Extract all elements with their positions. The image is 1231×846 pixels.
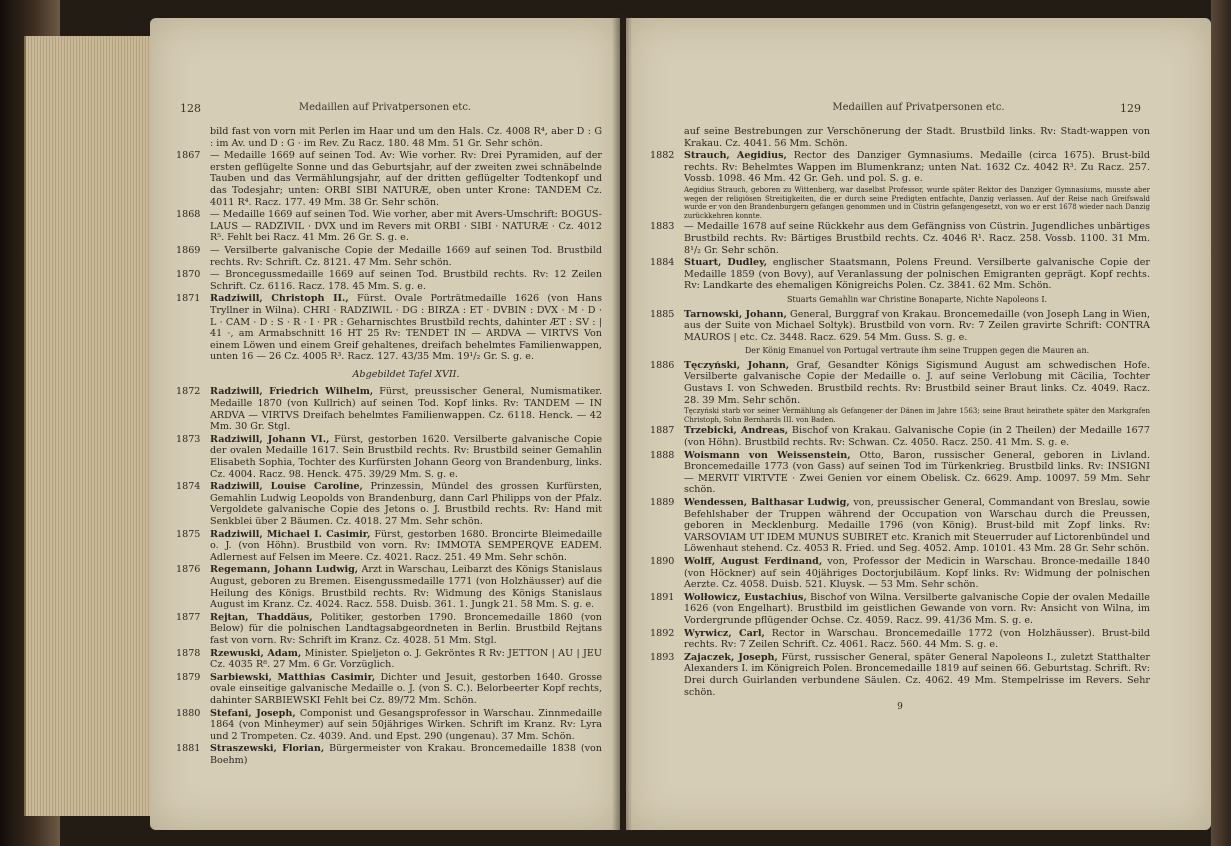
entry-name: Strauch, Aegidius,: [684, 150, 787, 162]
catalog-entry: [176, 150, 602, 208]
entry-name: Radziwill, Friedrich Wilhelm,: [210, 386, 374, 398]
catalog-entry: [650, 628, 1150, 651]
left-page-header: [150, 102, 620, 118]
entry-number: 1867: [176, 150, 201, 162]
right-page-body: [650, 126, 1150, 714]
entry-description: General, Burggraf von Krakau. Broncemedaille (von Joseph Lang in Wien, aus der Suite von Michael Soltyk). Brustbild von vorn. Rv: 7 Zeilen gravirte Schrift: CONTRA MAUROS | etc. Cz. 3448. Racz. 629. 54 Mm. Guss. S. g. e.: [684, 308, 1150, 343]
entry-number: 1892: [650, 627, 675, 639]
entry-number: 1888: [650, 449, 675, 461]
entry-name: Tarnowski, Johann,: [684, 308, 787, 320]
catalog-entry: [176, 386, 602, 432]
entry-name: Regemann, Johann Ludwig,: [210, 564, 359, 576]
catalog-entry: [650, 497, 1150, 555]
entry-description: Arzt in Warschau, Leibarzt des Königs Stanislaus August, geboren zu Bremen. Eisengussmedaille 1771 (von Holzhäusser) auf die Heilung des Königs. Brustbild rechts. Rv: Widmung des Königs Stanislaus August im Kranz. Cz. 4024. Racz. 558. Duisb. 361. 1. Jungk 21. 58 Mm. S. g. e.: [210, 564, 602, 611]
catalog-entry: [176, 293, 602, 363]
catalog-entry: [650, 592, 1150, 627]
entry-number: 1885: [650, 308, 675, 320]
entry-description: Bischof von Krakau. Galvanische Copie (in 2 Theilen) der Medaille 1677 (von Höhn). Brustbild rechts. Rv: Schwan. Cz. 4050. Racz. 250. 41 Mm. S. g. e.: [684, 425, 1150, 449]
entry-name: Sarbiewski, Matthias Casimir,: [210, 671, 376, 683]
entry-number: 1873: [176, 433, 201, 445]
entry-description: — Medaille 1669 auf seinen Tod. Wie vorher, aber mit Avers-Umschrift: BOGUS-LAUS — RADZIVIL · DVX und im Revers mit ORBI · SIBI · NATURÆ · Cz. 4012 R⁵. Fehlt bei Racz. 41 Mm. 26 Gr. S. g. e.: [210, 209, 602, 244]
catalog-entry: [650, 257, 1150, 292]
footnote: Stuarts Gemahlin war Christine Bonaparte, Nichte Napoleons I.: [786, 294, 1048, 304]
entry-description: englischer Staatsmann, Polens Freund. Versilberte galvanische Copie der Medaille 1859 (von Bovy), auf Veranlassung der polnischen Emigranten geprägt. Kopf rechts. Rv: Landkarte des ehemaligen Königreichs Polen. Cz. 3841. 62 Mm. Schön.: [684, 257, 1151, 292]
entry-name: Woismann von Weissenstein,: [684, 449, 851, 461]
entry-description: Prinzessin, Mündel des grossen Kurfürsten, Gemahlin Ludwig Leopolds von Brandenburg, dann Carl Philipps von der Pfalz. Vergoldete galvanische Copie des Jetons o. J. Brustbild rechts. Rv: Hand mit Senkblei über 2 Bäumen. Cz. 4018. 27 Mm. Sehr schön.: [210, 481, 602, 527]
entry-description: Minister. Spieljeton o. J. Gekröntes R Rv: JETTON | AU | JEU Cz. 4035 R⁸. 27 Mm. 6 Gr. Vorzüglich.: [210, 647, 602, 671]
entry-name: Stuart, Dudley,: [684, 257, 768, 269]
entry-description: Fürst, gestorben 1620. Versilberte galvanische Copie der ovalen Medaille 1617. Sein Brustbild rechts. Rv: Brustbild seiner Gemahlin Elisabeth Sophia, Tochter des Kurfürsten Johann Georg von Brandenburg, links. Cz. 4004. Racz. 98. Henck. 475. 39/29 Mm. S. g. e.: [210, 433, 603, 480]
entry-description: Bischof von Wilna. Versilberte galvanische Copie der ovalen Medaille 1626 (von Engelhart). Brustbild im geistlichen Gewande von vorn. Rv: Ansicht von Wilna, im Vordergrunde pflügender Ochse. Cz. 4059. Racz. 99. 41/36 Mm. S. g. e.: [684, 591, 1150, 626]
entry-description: Fürst. Ovale Porträtmedaille 1626 (von Hans Tryllner in Wilna). CHRI · RADZIWIL · DG : BIRZA : ET · DVBIN : DVX · M · D · L · CAM · D : S · R · I · PR : Geharnischtes Brustbild rechts, dahinter ÆT : SV : | 41 ·, am Armabschnitt 16 HT 25 Rv: TENDET IN — ARDVA — VIRTVS Von einem Löwen und einem Greif gehaltenes, dreifach behelmtes Familienwappen, unten 16 — 26 Cz. 4005 R³. Racz. 127. 43/35 Mm. 19¹/₂ Gr. S. g. e.: [210, 293, 602, 363]
catalog-entry: [650, 652, 1150, 698]
entry-number: 1877: [176, 611, 201, 623]
signature-mark: 9: [897, 702, 903, 713]
entry-description: Otto, Baron, russischer General, geboren in Livland. Broncemedaille 1773 (von Gass) auf seinen Tod im Türkenkrieg. Brustbild links. Rv: INSIGNI — MERVIT VIRTVTE · Zwei Genien vor einem Obelisk. Cz. 6629. Amp. 10097. 59 Mm. Sehr schön.: [684, 449, 1150, 496]
entry-description: — Versilberte galvanische Copie der Medaille 1669 auf seinen Tod. Brustbild rechts. Rv: Schrift. Cz. 8121. 47 Mm. Sehr schön.: [210, 244, 602, 268]
entry-number: 1886: [650, 359, 675, 371]
entry-name: Straszewski, Florian,: [210, 743, 325, 755]
entry-number: 1891: [650, 591, 675, 603]
catalog-entry: [176, 612, 602, 647]
catalog-entry: [176, 708, 602, 743]
book-cover-right: [1211, 0, 1231, 846]
right-page-number: 129: [1120, 102, 1141, 115]
entry-name: Rejtan, Thaddäus,: [210, 611, 313, 623]
entry-name: Radziwill, Johann VI.,: [210, 433, 330, 445]
right-page: [626, 18, 1211, 830]
catalog-entry: [176, 126, 602, 149]
catalog-entry: [176, 648, 602, 671]
entry-number: 1872: [176, 386, 201, 398]
entry-description: Fürst, russischer General, später General Napoleons I., zuletzt Statthalter Alexanders I. im Königreich Polen. Broncemedaille 1819 auf seinen 66. Geburtstag. Schrift. Rv: Drei durch Guirlanden verbundene Säulen. Cz. 4062. 49 Mm. Stempelrisse im Revers. Sehr schön.: [684, 651, 1150, 698]
entry-description: Graf, Gesandter Königs Sigismund August am schwedischen Hofe. Versilberte galvanische Copie der Medaille o. J. auf seine Verlobung mit Cäcilia, Tochter Gustavs I. von Schweden. Brustbild rechts. Rv: Brustbild seiner Braut links. Cz. 4049. Racz. 28. 39 Mm. Sehr schön.: [684, 359, 1150, 406]
entry-number: 1870: [176, 269, 201, 281]
catalog-entry: [650, 360, 1150, 425]
entry-name: Radziwill, Michael I. Casimir,: [210, 528, 371, 540]
catalog-entry: [176, 743, 602, 766]
entry-description: Fürst, preussischer General, Numismatiker. Medaille 1870 (von Kullrich) auf seinen Tod. Kopf links. Rv: TANDEM — IN ARDVA — VIRTVS Dreifach behelmtes Familienwappen. Cz. 6118. Henck. — 42 Mm. 30 Gr. Stgl.: [210, 386, 602, 433]
entry-number: 1883: [650, 221, 675, 233]
entry-name: Stefani, Joseph,: [210, 707, 296, 719]
entry-number: 1889: [650, 497, 675, 508]
left-page-body: [176, 126, 602, 767]
entry-name: Trzebicki, Andreas,: [684, 425, 789, 437]
catalog-entry: [650, 150, 1150, 220]
entry-name: Radziwill, Louise Caroline,: [210, 481, 363, 493]
entry-number: 1887: [650, 425, 675, 437]
entry-name: Radziwill, Christoph II.,: [210, 293, 349, 305]
entry-number: 1876: [176, 564, 201, 576]
entry-description: Componist und Gesangsprofessor in Warschau. Zinnmedaille 1864 (von Minheymer) auf sein 50jähriges Wirken. Schrift im Kranz. Rv: Lyra und 2 Trompeten. Cz. 4039. And. und Epst. 290 (ungenau). 37 Mm. Schön.: [210, 707, 602, 742]
entry-number: 1869: [176, 244, 201, 256]
entry-name: Wendessen, Balthasar Ludwig,: [684, 497, 850, 508]
entry-note: Tęczyński starb vor seiner Vermählung als Gefangener der Dänen im Jahre 1563; seine Braut heirathete später den Markgrafen Christoph, Sohn Bernhards III. von Baden.: [684, 407, 1150, 424]
entry-description: — Broncegussmedaille 1669 auf seinen Tod. Brustbild rechts. Rv: 12 Zeilen Schrift. Cz. 6116. Racz. 178. 45 Mm. S. g. e.: [210, 269, 602, 292]
catalog-entry: [176, 481, 602, 527]
entry-description: bild fast von vorn mit Perlen im Haar und um den Hals. Cz. 4008 R⁴, aber D : G : im Av. und D : G · im Rev. Zu Racz. 180. 48 Mm. 51 Gr. Sehr schön.: [210, 126, 602, 149]
entry-description: Rector in Warschau. Broncemedaille 1772 (von Holzhäusser). Brust-bild rechts. Rv: 7 Zeilen Schrift. Cz. 4061. Racz. 560. 44 Mm. S. g. e.: [684, 627, 1150, 651]
entry-description: Dichter und Jesuit, gestorben 1640. Grosse ovale einseitige galvanische Medaille o. J. (von S. C.). Belorbeerter Kopf rechts, dahinter SARBIEWSKI Fehlt bei Cz. 89/72 Mm. Schön.: [210, 671, 603, 706]
entry-name: Tęczyński, Johann,: [684, 359, 790, 371]
entry-description: von, preussischer General, Commandant von Breslau, sowie Befehlshaber der Truppen während der Occupation von Warschau durch die Preussen, geboren in Mecklenburg. Medaille 1796 (von König). Brust-bild mit Zopf links. Rv: VARSOVIAM UT IDEM MUNUS SUBIRET etc. Kranich mit Steuerruder auf Lictorenbündel und Löwenhaut stehend. Cz. 4053 R. Fried. und Seg. 4052. Amp. 10101. 43 Mm. 28 Gr. Sehr schön.: [684, 497, 1150, 555]
catalog-entry: [176, 209, 602, 244]
entry-description: Fürst, gestorben 1680. Broncirte Bleimedaille o. J. (von Höhn). Brustbild von vorn. Rv: IMMOTA SEMPERQVE EADEM. Adlernest auf Felsen im Meere. Cz. 4021. Racz. 251. 49 Mm. Sehr schön.: [210, 528, 602, 563]
entry-name: Wyrwicz, Carl,: [684, 627, 765, 639]
catalog-entry: [176, 564, 602, 610]
catalog-entry: [176, 434, 602, 480]
entry-note: Aegidius Strauch, geboren zu Wittenberg, war daselbst Professor, wurde später Rektor des Danziger Gymnasiums, musste aber wegen der religiösen Streitigkeiten, die er durch seine Predigten entfachte, Danzig verlassen. Auf der Reise nach Greifswald wurde er von den Brandenburgern gefangen genommen und in Cüstrin gefangengesetzt, von wo er erst 1678 wieder nach Danzig zurückkehren konnte.: [684, 185, 1150, 220]
entry-description: auf seine Bestrebungen zur Verschönerung der Stadt. Brustbild links. Rv: Stadt-wappen von Krakau. Cz. 4041. 56 Mm. Schön.: [684, 126, 1150, 149]
entry-name: Wolłowicz, Eustachius,: [684, 591, 807, 603]
entry-name: Zajaczek, Joseph,: [684, 651, 778, 663]
entry-number: 1884: [650, 257, 675, 269]
catalog-entry: [650, 556, 1150, 591]
catalog-entry: [176, 269, 602, 292]
entry-number: 1881: [176, 743, 201, 755]
entry-number: 1880: [176, 707, 201, 719]
entry-name: Rzewuski, Adam,: [210, 647, 302, 659]
entry-number: 1878: [176, 647, 201, 659]
entry-name: Wolff, August Ferdinand,: [684, 555, 823, 567]
book-gutter: [612, 14, 632, 832]
entry-number: 1890: [650, 555, 675, 567]
entry-number: 1893: [650, 651, 675, 663]
catalog-entry: [176, 529, 602, 564]
right-running-title: Medaillen auf Privatpersonen etc.: [832, 102, 1005, 113]
entry-description: Bürgermeister von Krakau. Broncemedaille 1838 (von Boehm): [210, 743, 602, 766]
entry-number: 1879: [176, 671, 201, 683]
catalog-entry: [650, 450, 1150, 496]
left-running-title: Medaillen auf Privatpersonen etc.: [298, 102, 472, 113]
catalog-entry: [650, 309, 1150, 344]
catalog-entry: [176, 245, 602, 268]
footnote: Der König Emanuel von Portugal vertraute ihm seine Truppen gegen die Mauren an.: [744, 346, 1090, 356]
entry-number: 1868: [176, 209, 201, 221]
entry-number: 1875: [176, 528, 201, 540]
entry-description: Politiker, gestorben 1790. Broncemedaille 1860 (von Below) für die polnischen Landtagsabgeordneten in Berlin. Brustbild Rejtans fast von vorn. Rv: Schrift im Kranz. Cz. 4028. 51 Mm. Stgl.: [210, 611, 602, 646]
entry-number: 1871: [176, 293, 201, 305]
left-page-number: 128: [180, 102, 201, 115]
catalog-entry: [650, 126, 1150, 149]
catalog-entry: [176, 672, 602, 707]
entry-description: von, Professor der Medicin in Warschau. Bronce-medaille 1840 (von Höckner) auf sein 40jähriges Doctorjubiläum. Kopf links. Rv: Widmung der polnischen Aerzte. Cz. 4058. Duisb. 521. Kluysk. — 53 Mm. Sehr schön.: [684, 555, 1150, 591]
entry-number: 1874: [176, 481, 201, 493]
entry-description: — Medaille 1678 auf seine Rückkehr aus dem Gefängniss von Cüstrin. Jugendliches unbärtiges Brustbild rechts. Rv: Bärtiges Brustbild rechts. Cz. 4046 R¹. Racz. 258. Vossb. 1100. 31 Mm. 8¹/₂ Gr. Sehr schön.: [684, 221, 1150, 256]
plate-reference: Abgebildet Tafel XVII.: [352, 368, 460, 380]
entry-description: — Medaille 1669 auf seinen Tod. Av: Wie vorher. Rv: Drei Pyramiden, auf der ersten geflügelte Sonne und das Geburtsjahr, auf der zweiten zwei schnäbelnde Tauben und das Vermählungsjahr, auf der dritten geflügelter Todtenkopf und das Todesjahr; unten: ORBI SIBI NATURÆ, oben unter Krone: TANDEM Cz. 4011 R⁴. Racz. 177. 49 Mm. 38 Gr. Sehr schön.: [210, 150, 602, 208]
entry-description: Rector des Danziger Gymnasiums. Medaille (circa 1675). Brust-bild rechts. Rv: Behelmtes Wappen im Blumenkranz; unten Nat. 1632 Cz. 4042 R³. Zu Racz. 257. Vossb. 1098. 46 Mm. 42 Gr. Geh. und pol. S. g. e.: [684, 150, 1150, 185]
right-page-header: [626, 102, 1211, 118]
left-page: [150, 18, 620, 830]
catalog-entry: [650, 425, 1150, 448]
entry-number: 1882: [650, 150, 675, 162]
catalog-entry: [650, 221, 1150, 256]
